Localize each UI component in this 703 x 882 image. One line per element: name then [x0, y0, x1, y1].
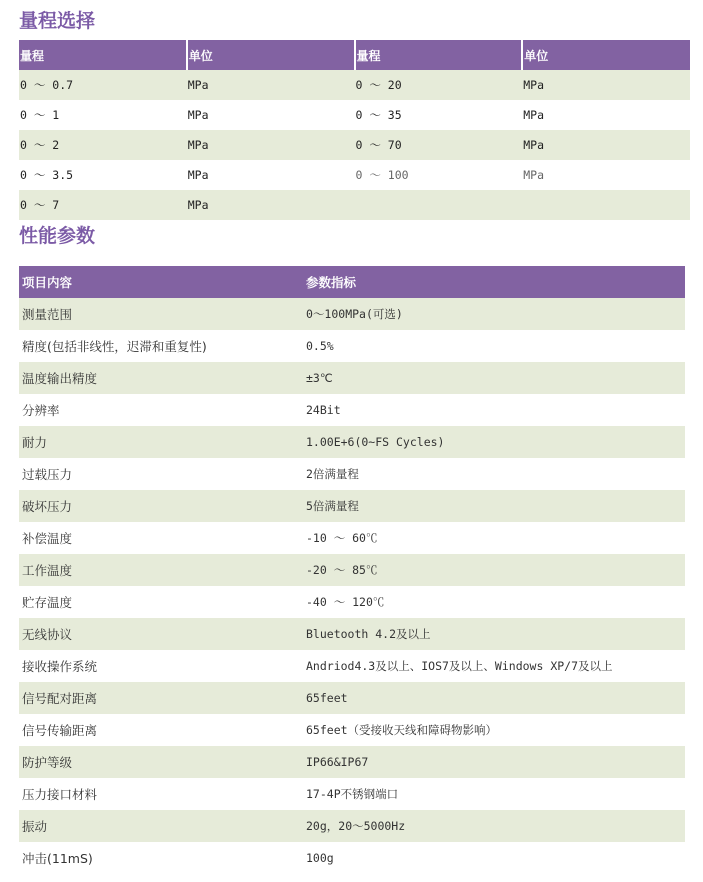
param-name: 贮存温度 — [19, 586, 303, 618]
table-row — [19, 298, 685, 330]
range-cell: 0 ～ 35 — [355, 100, 523, 130]
unit-cell: MPa — [187, 160, 355, 190]
range-table — [19, 40, 690, 220]
table-row — [19, 746, 685, 778]
table-row — [19, 160, 690, 190]
unit-cell: MPa — [522, 70, 690, 100]
table-row — [19, 490, 685, 522]
table-row — [19, 618, 685, 650]
param-name: 分辨率 — [19, 394, 303, 426]
param-name: 补偿温度 — [19, 522, 303, 554]
param-value: Bluetooth 4.2及以上 — [303, 618, 685, 650]
param-name: 振动 — [19, 810, 303, 842]
unit-cell: MPa — [187, 130, 355, 160]
param-name: 信号配对距离 — [19, 682, 303, 714]
unit-cell: MPa — [522, 160, 690, 190]
table-row — [19, 810, 685, 842]
param-name: 温度输出精度 — [19, 362, 303, 394]
param-name: 测量范围 — [19, 298, 303, 330]
param-value: 5倍满量程 — [303, 490, 685, 522]
range-cell: 0 ～ 3.5 — [19, 160, 187, 190]
param-name: 接收操作系统 — [19, 650, 303, 682]
param-name: 防护等级 — [19, 746, 303, 778]
range-cell: 0 ～ 100 — [355, 160, 523, 190]
table-row — [19, 458, 685, 490]
param-name: 破坏压力 — [19, 490, 303, 522]
param-value: 1.00E+6(0~FS Cycles) — [303, 426, 685, 458]
param-header-item: 项目内容 — [19, 266, 303, 298]
param-value: 100g — [303, 842, 685, 874]
unit-cell: MPa — [522, 130, 690, 160]
param-value: -10 ～ 60℃ — [303, 522, 685, 554]
param-name: 工作温度 — [19, 554, 303, 586]
param-value: 65feet — [303, 682, 685, 714]
table-row — [19, 70, 690, 100]
param-name: 无线协议 — [19, 618, 303, 650]
range-header-unit-2: 单位 — [522, 40, 690, 70]
param-value: IP66&IP67 — [303, 746, 685, 778]
unit-cell: MPa — [187, 100, 355, 130]
unit-cell — [522, 190, 690, 220]
range-header-range-2: 量程 — [355, 40, 523, 70]
param-value: 24Bit — [303, 394, 685, 426]
param-value: 0.5% — [303, 330, 685, 362]
range-cell: 0 ～ 1 — [19, 100, 187, 130]
table-row — [19, 714, 685, 746]
table-row — [19, 650, 685, 682]
param-name: 冲击(11mS) — [19, 842, 303, 874]
range-cell: 0 ～ 0.7 — [19, 70, 187, 100]
param-value: ±3℃ — [303, 362, 685, 394]
range-cell: 0 ～ 70 — [355, 130, 523, 160]
table-row — [19, 100, 690, 130]
range-header-unit-1: 单位 — [187, 40, 355, 70]
range-cell — [355, 190, 523, 220]
table-row — [19, 522, 685, 554]
param-value: -20 ～ 85℃ — [303, 554, 685, 586]
range-section-title: 量程选择 — [19, 10, 96, 32]
param-name: 信号传输距离 — [19, 714, 303, 746]
table-row — [19, 190, 690, 220]
range-cell: 0 ～ 2 — [19, 130, 187, 160]
unit-cell: MPa — [187, 190, 355, 220]
table-row — [19, 362, 685, 394]
range-cell: 0 ～ 20 — [355, 70, 523, 100]
param-header-value: 参数指标 — [303, 266, 685, 298]
table-row — [19, 682, 685, 714]
range-cell: 0 ～ 7 — [19, 190, 187, 220]
param-value: 2倍满量程 — [303, 458, 685, 490]
performance-table-header-row — [19, 266, 685, 298]
param-name: 耐力 — [19, 426, 303, 458]
param-value: 65feet（受接收天线和障碍物影响） — [303, 714, 685, 746]
unit-cell: MPa — [187, 70, 355, 100]
performance-table — [19, 266, 685, 874]
param-value: 17-4P不锈钢端口 — [303, 778, 685, 810]
param-name: 精度(包括非线性，迟滞和重复性) — [19, 330, 303, 362]
table-row — [19, 842, 685, 874]
param-name: 过载压力 — [19, 458, 303, 490]
param-value: -40 ～ 120℃ — [303, 586, 685, 618]
param-name: 压力接口材料 — [19, 778, 303, 810]
range-header-range-1: 量程 — [19, 40, 187, 70]
param-value: 20g，20～5000Hz — [303, 810, 685, 842]
range-table-header-row — [19, 40, 690, 70]
performance-section-title: 性能参数 — [19, 225, 96, 247]
table-row — [19, 426, 685, 458]
table-row — [19, 330, 685, 362]
param-value: Andriod4.3及以上、IOS7及以上、Windows XP/7及以上 — [303, 650, 685, 682]
table-row — [19, 394, 685, 426]
table-row — [19, 554, 685, 586]
table-row — [19, 130, 690, 160]
table-row — [19, 586, 685, 618]
param-value: 0～100MPa(可选) — [303, 298, 685, 330]
table-row — [19, 778, 685, 810]
unit-cell: MPa — [522, 100, 690, 130]
